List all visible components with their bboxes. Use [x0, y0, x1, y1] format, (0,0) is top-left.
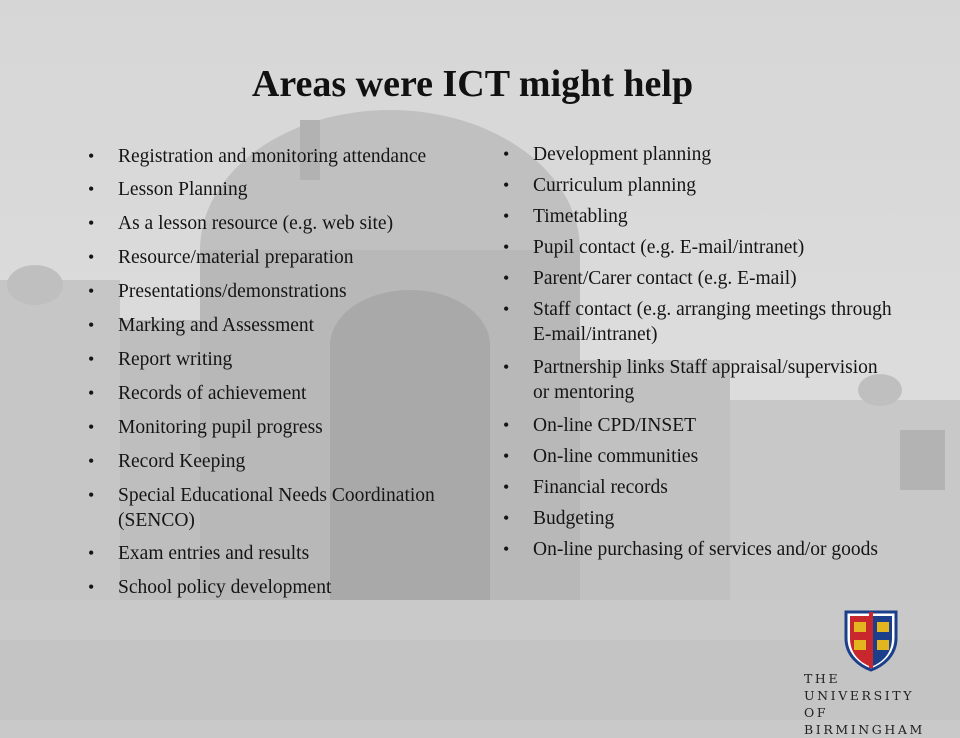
list-item: • Pupil contact (e.g. E-mail/intranet)	[533, 235, 893, 260]
list-item: • Curriculum planning	[533, 173, 893, 198]
list-item: • Record Keeping	[118, 449, 473, 474]
list-item: • Special Educational Needs Coordination (SENCO)	[118, 483, 473, 533]
left-bullet-list	[118, 144, 473, 609]
slide-title: Areas were ICT might help	[251, 63, 694, 105]
list-item: • Lesson Planning	[118, 177, 473, 202]
wordmark-line-2: OF BIRMINGHAM	[804, 705, 925, 737]
list-item: • Staff contact (e.g. arranging meetings through E-mail/intranet)	[533, 297, 893, 347]
list-item: • School policy development	[118, 575, 473, 600]
list-item: • Partnership links Staff appraisal/supervision or mentoring	[533, 355, 893, 405]
list-item: • Timetabling	[533, 204, 893, 229]
list-item: • Presentations/demonstrations	[118, 279, 473, 304]
list-item: • Records of achievement	[118, 381, 473, 406]
right-bullet-list	[533, 142, 893, 570]
university-wordmark	[804, 670, 944, 738]
list-item: • Exam entries and results	[118, 541, 473, 566]
list-item: • Report writing	[118, 347, 473, 372]
list-item: • Financial records	[533, 475, 893, 500]
list-item: • Marking and Assessment	[118, 313, 473, 338]
list-item: • Monitoring pupil progress	[118, 415, 473, 440]
list-item: • As a lesson resource (e.g. web site)	[118, 211, 473, 236]
list-item: • On-line communities	[533, 444, 893, 469]
list-item: • Parent/Carer contact (e.g. E-mail)	[533, 266, 893, 291]
list-item: • Resource/material preparation	[118, 245, 473, 270]
list-item: • On-line purchasing of services and/or goods	[533, 537, 893, 562]
list-item: • On-line CPD/INSET	[533, 413, 893, 438]
university-crest-icon	[842, 608, 900, 672]
wordmark-line-1: THE UNIVERSITY	[804, 671, 915, 703]
list-item: • Budgeting	[533, 506, 893, 531]
list-item: • Development planning	[533, 142, 893, 167]
list-item: • Registration and monitoring attendance	[118, 144, 473, 169]
